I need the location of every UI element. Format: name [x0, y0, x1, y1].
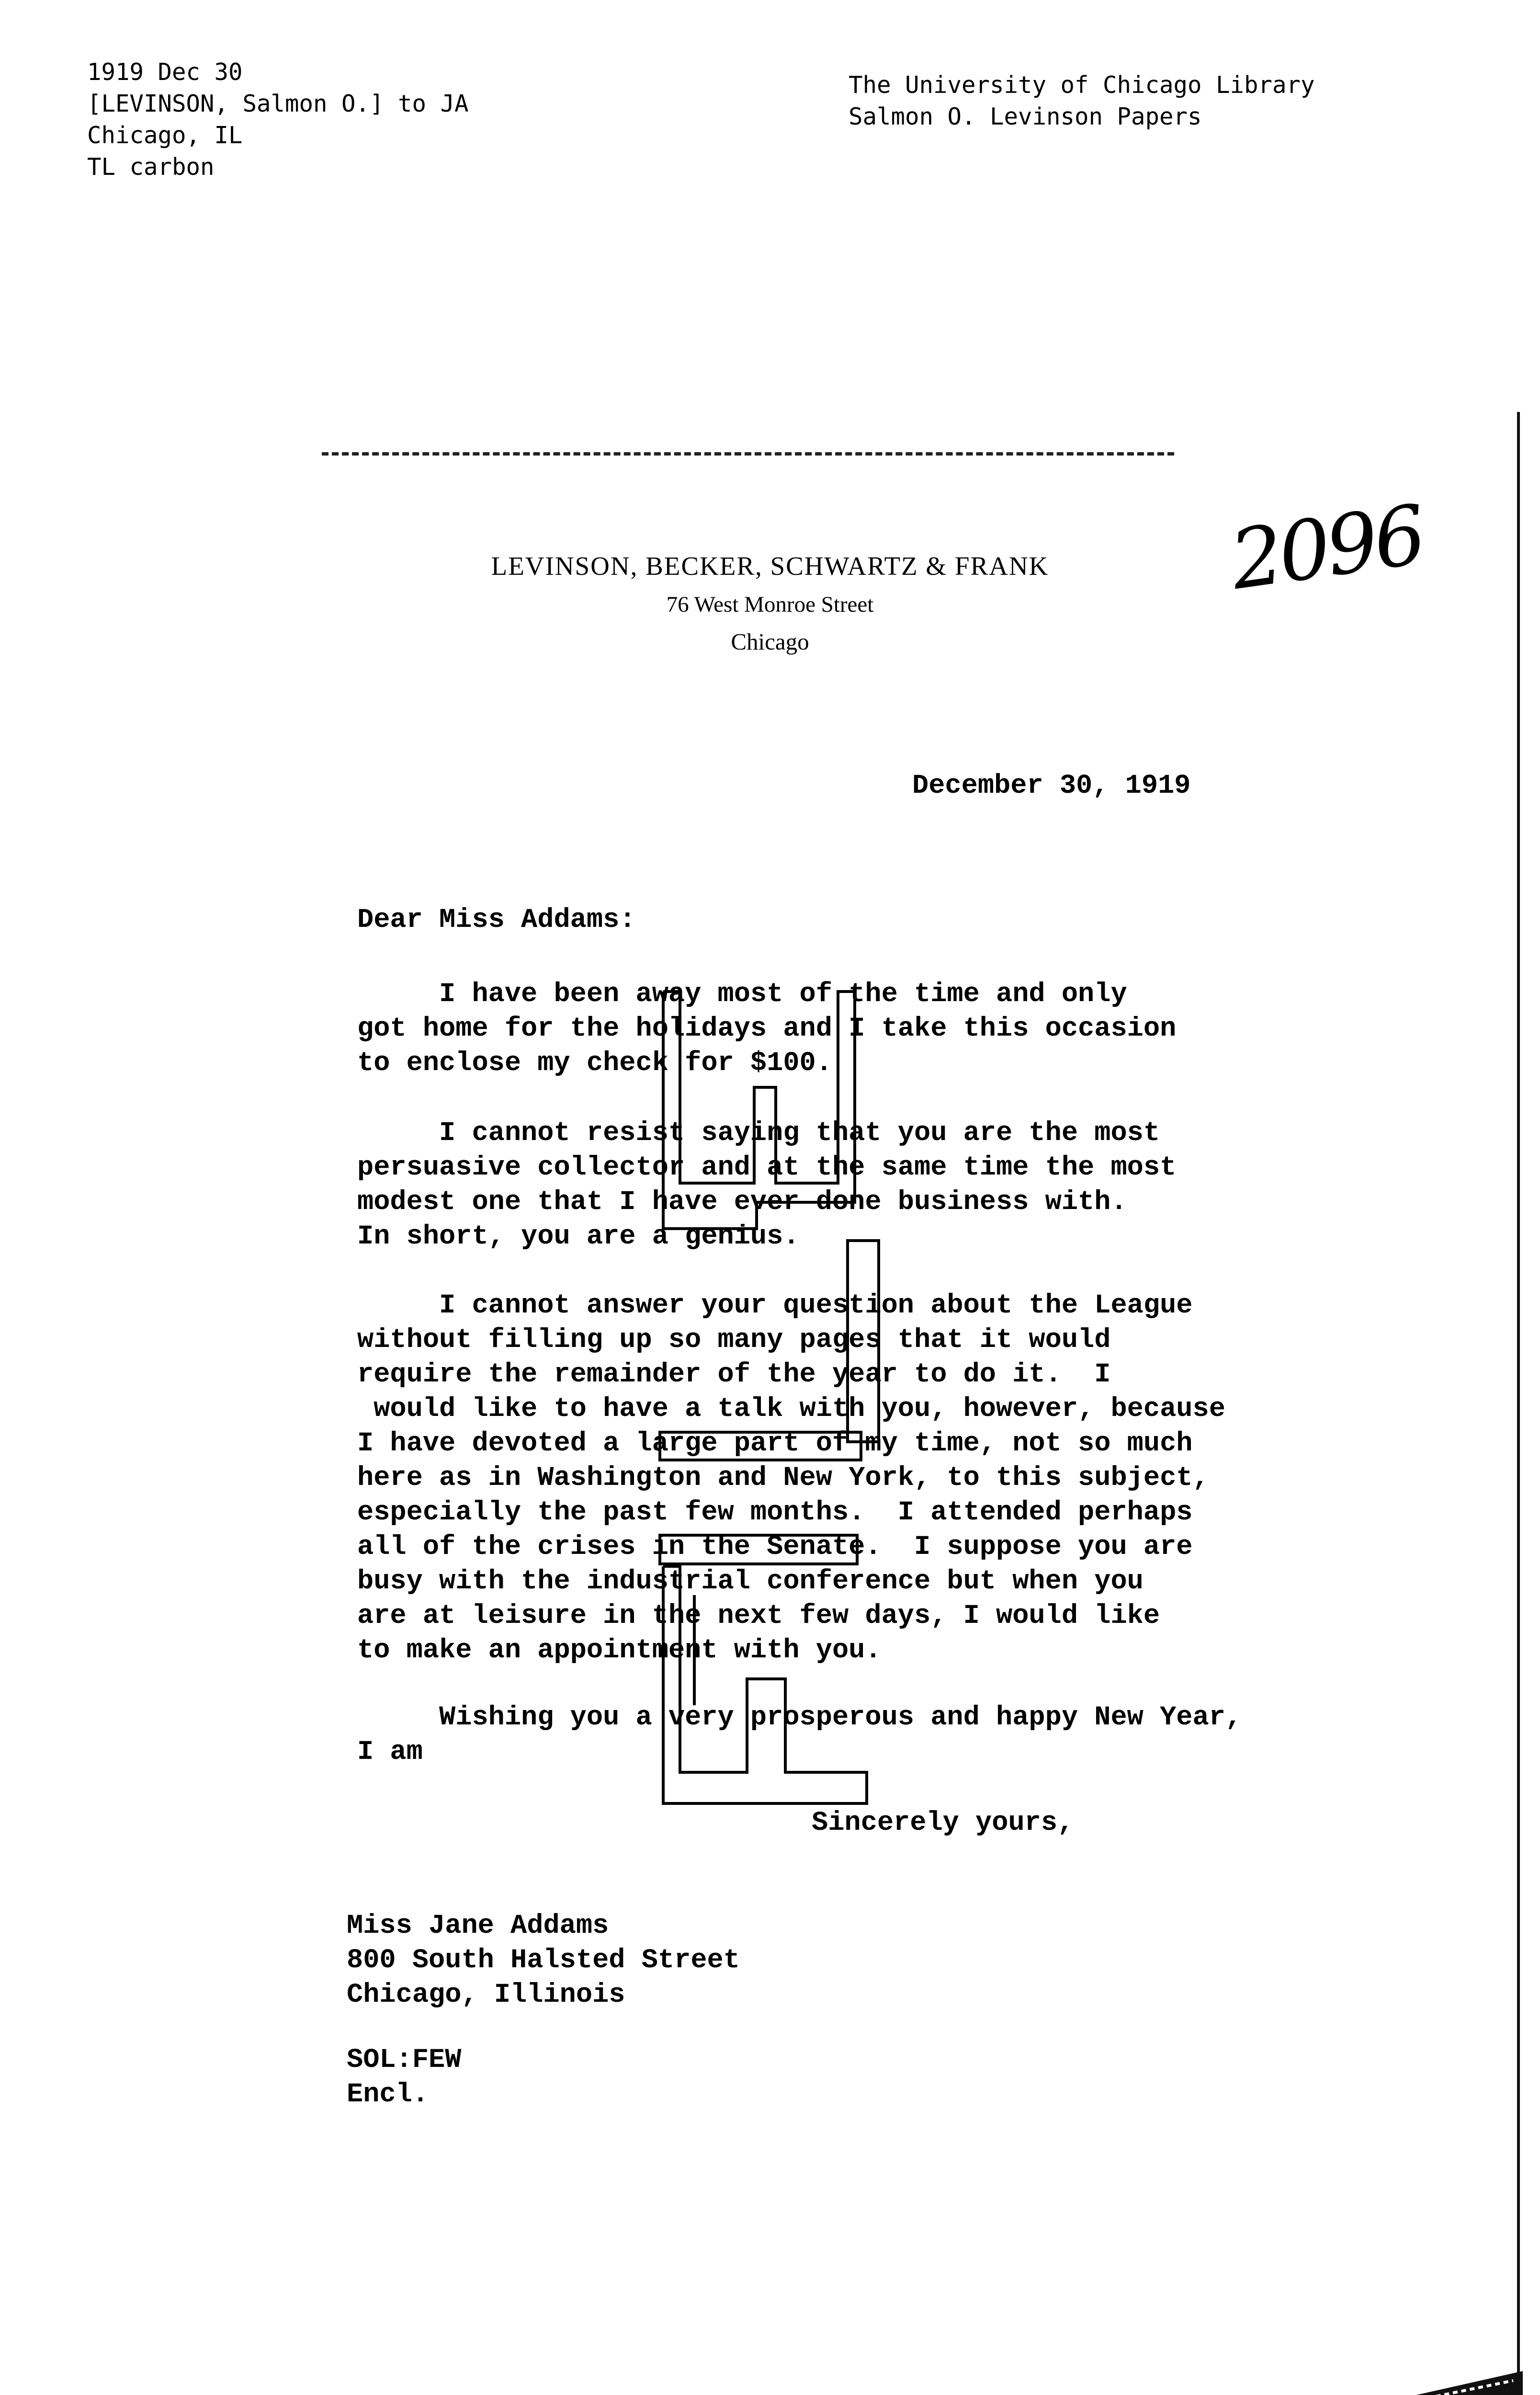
archive-metadata: 1919 Dec 30 [LEVINSON, Salmon O.] to JA Chicago, IL TL carbon	[87, 58, 469, 181]
letter-date: December 30, 1919	[912, 771, 1191, 801]
firm-city: Chicago	[731, 628, 809, 655]
firm-street: 76 West Monroe Street	[666, 592, 874, 617]
firm-name: LEVINSON, BECKER, SCHWARTZ & FRANK	[491, 551, 1049, 581]
overprint-box-senate	[660, 1535, 857, 1564]
closing-paragraph: Wishing you a very prosperous and happy New Year, I am	[357, 1702, 1242, 1768]
complimentary-close: Sincerely yours,	[812, 1808, 1074, 1838]
salutation: Dear Miss Addams:	[357, 905, 636, 935]
paragraph-3: I cannot answer your question about the League without filling up so many pages that it would require the remainder of the year to do it. I would like to have a talk with you, however, because I have devoted a large part of my time, not so much here as in Washington and New York, to this subject, especially the past few months. I attended perhaps all of the crises in the Senate. I suppose you are busy with the industrial conference but when you are at leisure in the next few days, I would like to make an appointment with you.	[357, 1290, 1225, 1666]
paragraph-2: I cannot resist saying that you are the most persuasive collector and at the same time the most modest one that I have ever done business with. In short, you are a genius.	[357, 1118, 1177, 1252]
overprint-box-large-part	[660, 1432, 861, 1460]
scan-edge-line	[1517, 412, 1520, 2395]
paragraph-1: I have been away most of the time and only got home for the holidays and I take this occasion to enclose my check for $100.	[357, 979, 1177, 1079]
scan-corner-artifact	[1331, 2361, 1523, 2395]
handwritten-page-number: 2096	[1225, 488, 1428, 608]
recipient-address: Miss Jane Addams 800 South Halsted Street Chicago, Illinois	[347, 1911, 740, 2010]
overprint-mid-bar	[848, 1241, 879, 1442]
overprint-upper-shape	[663, 992, 855, 1229]
typist-initials: SOL:FEW Encl.	[347, 2045, 462, 2110]
archive-source: The University of Chicago Library Salmon O. Levinson Papers	[849, 71, 1315, 130]
